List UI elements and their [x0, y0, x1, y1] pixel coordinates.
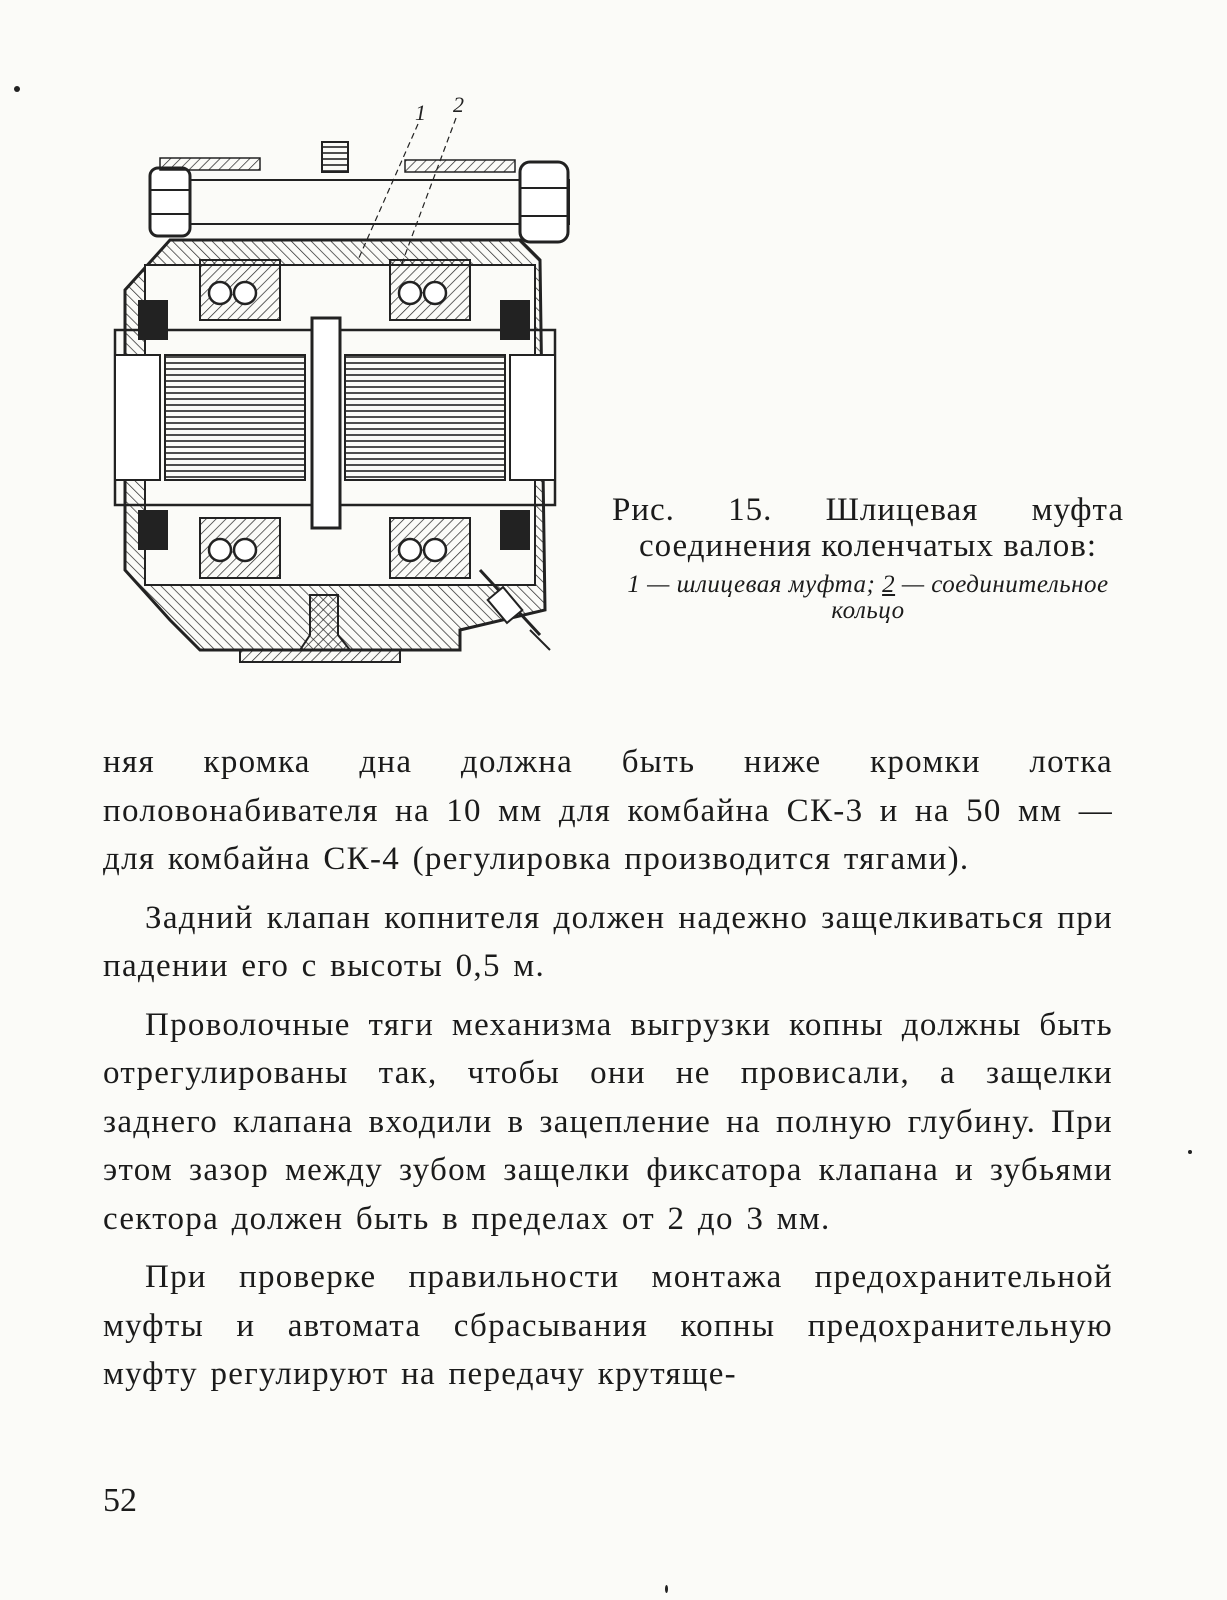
paragraph-4: При проверке правильности монтажа предохранительной муфты и автомата сбрасывания копны предохранительную муфту регулируют на передачу крутяще- [103, 1259, 1113, 1392]
scan-speck [14, 86, 20, 92]
figure-caption-title: Рис. 15. Шлицевая муфта соединения коленчатых валов: [612, 492, 1124, 564]
legend-item-2: — соединительное кольцо [831, 571, 1109, 624]
body-text [103, 738, 1113, 1409]
paragraph-1: няя кромка дна должна быть ниже кромки лотка половонабивателя на 10 мм для комбайна СК-3 и на 50 мм — для комбайна СК-4 (регулировка производится тягами). [103, 744, 1113, 877]
callout-1: 1 [415, 100, 426, 125]
paragraph-3: Проволочные тяги механизма выгрузки копны должны быть отрегулированы так, чтобы они не провисали, а защелки заднего клапана входили в зацепление на полную глубину. При этом зазор между зубом защелки фиксатора клапана и зубьями сектора должен быть в пределах от 2 до 3 мм. [103, 1006, 1113, 1237]
figure-caption-legend [612, 572, 1124, 624]
scan-speck [665, 1585, 668, 1593]
scan-speck [1188, 1150, 1192, 1154]
callout-2: 2 [453, 92, 464, 117]
legend-item-1: 1 — шлицевая муфта; [627, 571, 883, 598]
spline-coupling-drawing [100, 90, 570, 690]
page-number: 52 [103, 1482, 137, 1519]
paragraph-2: Задний клапан копнителя должен надежно защелкиваться при падении его с высоты 0,5 м. [103, 899, 1113, 984]
legend-item-2-number: 2 [882, 571, 896, 598]
figure-caption [612, 492, 1124, 624]
